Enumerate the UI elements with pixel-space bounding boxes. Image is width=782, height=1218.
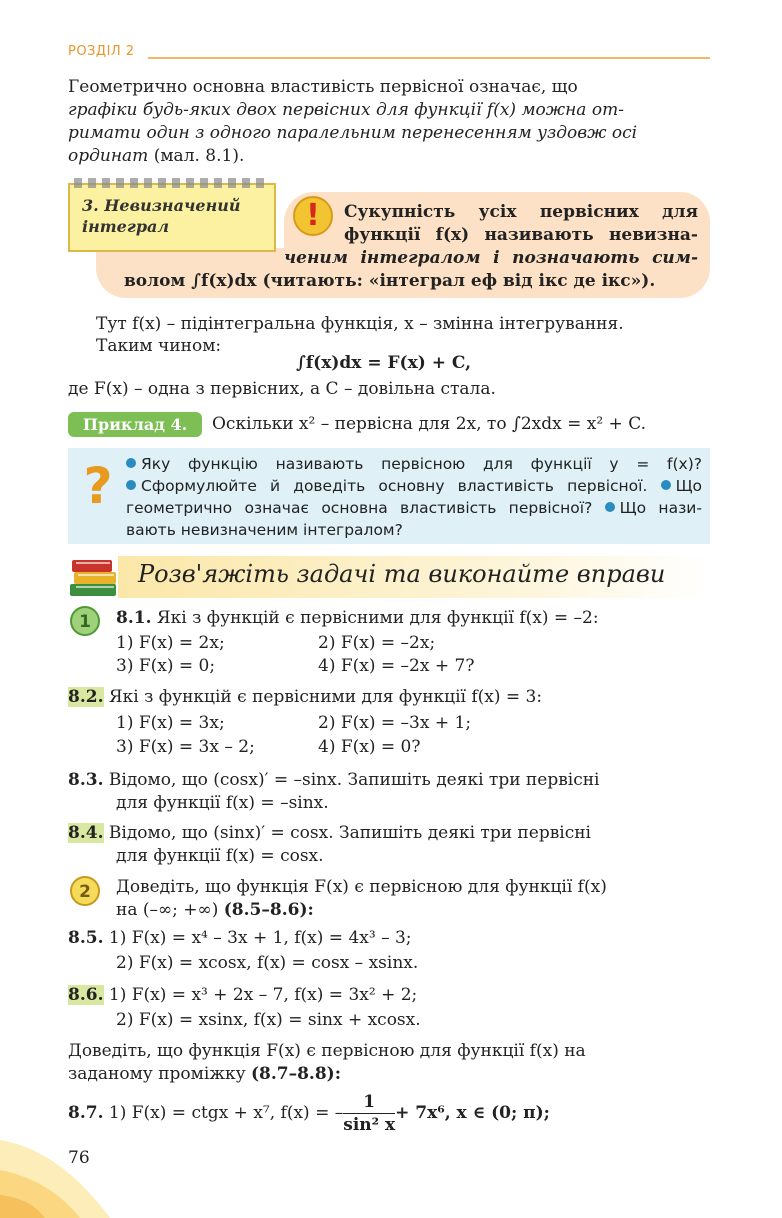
example-tag: Приклад 4. (68, 412, 202, 437)
notebook-rings (74, 178, 270, 188)
bullet-icon (126, 458, 136, 468)
intro-line-2: графіки будь-яких двох первісних для функції f(x) можна от- (68, 100, 624, 120)
bullet-icon (126, 480, 136, 490)
exercise-8-4-line-2: для функції f(x) = cosx. (116, 846, 324, 866)
exercise-8-3: 8.3. Відомо, що (cosx)′ = –sinx. Запишіть деякі три первісні (68, 770, 600, 790)
question-3: геометрично означає основна властивість первісної? (126, 499, 593, 517)
text-constant: де F(x) – одна з первісних, а C – довільна стала. (68, 379, 496, 399)
exercise-8-1-option-2: 2) F(x) = –2x; (318, 633, 436, 653)
books-icon (66, 548, 122, 604)
exercise-8-6: 8.6. 1) F(x) = x³ + 2x – 7, f(x) = 3x² + 2; (68, 985, 418, 1005)
interval-instruction: Доведіть, що функція F(x) є первісною для функції f(x) на (68, 1041, 586, 1061)
exercise-8-6-part-2: 2) F(x) = xsinx, f(x) = sinx + xcosx. (116, 1010, 421, 1030)
section-label-box (68, 183, 276, 252)
exercises-heading: Розв'яжіть задачі та виконайте вправи (138, 560, 666, 588)
formula-indefinite-integral: ∫f(x)dx = F(x) + C, (296, 353, 472, 373)
exercise-8-5-part-2: 2) F(x) = xcosx, f(x) = cosx – xsinx. (116, 953, 419, 973)
question-2: Сформулюйте й доведіть основну властивість первісної. (141, 477, 648, 495)
definition-line-3: ченим інтегралом і позначають сим- (284, 248, 698, 268)
question-mark-icon: ? (83, 457, 113, 515)
fraction: $\frac{1}{\text{sin² x}}$ (343, 1092, 396, 1135)
exercise-8-1-option-3: 3) F(x) = 0; (116, 656, 216, 676)
definition-line-2: функції f(x) називають невизна- (344, 225, 698, 245)
exercise-8-7: 8.7. 1) F(x) = ctgx + x⁷, f(x) = – $\frac{1}{\text{sin² x}}$ + 7x⁶, x ∈ (0; π); (68, 1092, 550, 1135)
exercise-8-4: 8.4. Відомо, що (sinx)′ = cosx. Запишіть деякі три первісні (68, 823, 591, 843)
questions-text: Яку функцію називають первісною для функції y = f(x)? Сформулюйте й доведіть основну властивість первісної. Що геометрично означає основна властивість первісної? Що нази- вають невизначеним інтегралом? (126, 455, 702, 539)
chapter-header: РОЗДІЛ 2 (68, 44, 135, 59)
intro-line-1: Геометрично основна властивість первісної означає, що (68, 77, 578, 97)
exercise-8-1: 8.1. Які з функцій є первісними для функції f(x) = –2: (116, 608, 599, 628)
exercise-8-1-option-4: 4) F(x) = –2x + 7? (318, 656, 475, 676)
level-2-instruction-line-2: на (–∞; +∞) (8.5–8.6): (116, 900, 314, 920)
exclamation-icon: ! (293, 196, 333, 236)
intro-line-3: римати один з одного паралельним перенесенням уздовж осі (68, 123, 638, 143)
section-title-line-1: 3. Невизначений (82, 196, 241, 215)
page-number: 76 (68, 1148, 90, 1168)
exercise-8-3-line-2: для функції f(x) = –sinx. (116, 793, 329, 813)
header-rule (148, 57, 710, 59)
definition-line-4: волом ∫f(x)dx (читають: «інтеграл еф від ікс де ікс»). (124, 271, 656, 291)
text-integrand-line: Тут f(x) – підінтегральна функція, x – змінна інтегрування. (96, 314, 624, 334)
bullet-icon (661, 480, 671, 490)
bullet-icon (605, 502, 615, 512)
level-2-badge: 2 (70, 876, 100, 906)
exercise-8-1-option-1: 1) F(x) = 2x; (116, 633, 225, 653)
interval-instruction-line-2: заданому проміжку (8.7–8.8): (68, 1064, 341, 1084)
question-4: Що нази- (619, 499, 702, 517)
example-text: Оскільки x² – первісна для 2x, то ∫2xdx = x² + C. (212, 414, 647, 434)
level-1-badge: 1 (70, 606, 100, 636)
exercise-8-2-option-2: 2) F(x) = –3x + 1; (318, 713, 472, 733)
text-thus: Таким чином: (96, 336, 222, 356)
level-2-instruction: Доведіть, що функція F(x) є первісною для функції f(x) (116, 877, 607, 897)
section-title-line-2: інтеграл (82, 217, 170, 236)
exercise-8-2-option-3: 3) F(x) = 3x – 2; (116, 737, 255, 757)
exercise-8-2-option-4: 4) F(x) = 0? (318, 737, 421, 757)
question-1: Яку функцію називають первісною для функції y = f(x)? (141, 455, 702, 473)
exercise-8-2-option-1: 1) F(x) = 3x; (116, 713, 225, 733)
exercise-8-2: 8.2. Які з функцій є первісними для функції f(x) = 3: (68, 687, 543, 707)
exercise-8-5: 8.5. 1) F(x) = x⁴ – 3x + 1, f(x) = 4x³ – 3; (68, 928, 412, 948)
definition-line-1: Сукупність усіх первісних для (344, 202, 698, 222)
intro-line-4: ординат (мал. 8.1). (68, 146, 245, 166)
